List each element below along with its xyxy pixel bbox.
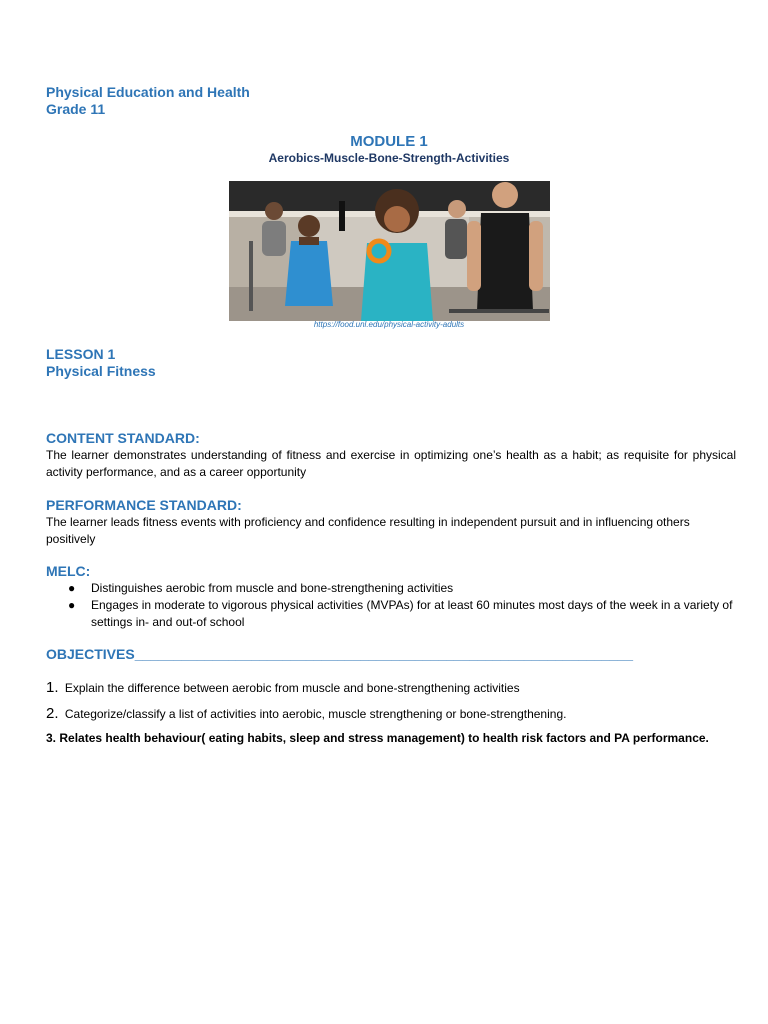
performance-standard-heading: PERFORMANCE STANDARD: [46, 497, 242, 513]
objectives-heading: OBJECTIVES________________________________________________________________ [46, 646, 634, 662]
objective-text: Categorize/classify a list of activities into aerobic, muscle strengthening or bone-strengthening. [64, 707, 567, 721]
bullet-icon: ● [68, 581, 76, 595]
module-title: MODULE 1 [350, 133, 428, 150]
grade-label: Grade 11 [46, 101, 106, 117]
melc-list [46, 580, 736, 631]
lesson-number: LESSON 1 [46, 346, 116, 362]
objective-number: 2. [46, 705, 59, 722]
objective-number: 1. [46, 679, 59, 696]
melc-item-text: Distinguishes aerobic from muscle and bone-strengthening activities [91, 581, 454, 595]
photo-caption-link[interactable]: https://food.unl.edu/physical-activity-adults [313, 320, 465, 329]
objective-item [46, 731, 709, 745]
objective-text: Explain the difference between aerobic from muscle and bone-strengthening activities [64, 681, 520, 695]
melc-item-text: Engages in moderate to vigorous physical activities (MVPAs) for at least 60 minutes most days of the week in a variety of settings in- and out-of school [91, 598, 733, 629]
lesson-header [46, 346, 156, 380]
content-standard-text: The learner demonstrates understanding of fitness and exercise in optimizing one’s health as a habit; as requisite for physical activity performance, and as a career opportunity [46, 448, 736, 479]
objective-item [46, 705, 566, 722]
list-item [46, 580, 736, 597]
objective-number: 3. [46, 731, 57, 745]
subject-header [46, 84, 250, 118]
melc-heading: MELC: [46, 563, 91, 579]
objective-text: Relates health behaviour( eating habits, sleep and stress management) to health risk factors and PA performance. [59, 731, 709, 745]
gym-class-illustration [229, 181, 550, 321]
lesson-title: Physical Fitness [46, 363, 156, 379]
list-item [46, 597, 736, 631]
objective-item [46, 679, 520, 696]
fitness-photo [229, 181, 550, 321]
subject-title: Physical Education and Health [46, 84, 250, 100]
performance-standard-text: The learner leads fitness events with proficiency and confidence resulting in independent pursuit and in influencing others positively [46, 515, 690, 546]
module-subtitle: Aerobics-Muscle-Bone-Strength-Activities [268, 151, 510, 165]
bullet-icon: ● [68, 598, 76, 612]
content-standard-heading: CONTENT STANDARD: [46, 430, 200, 446]
